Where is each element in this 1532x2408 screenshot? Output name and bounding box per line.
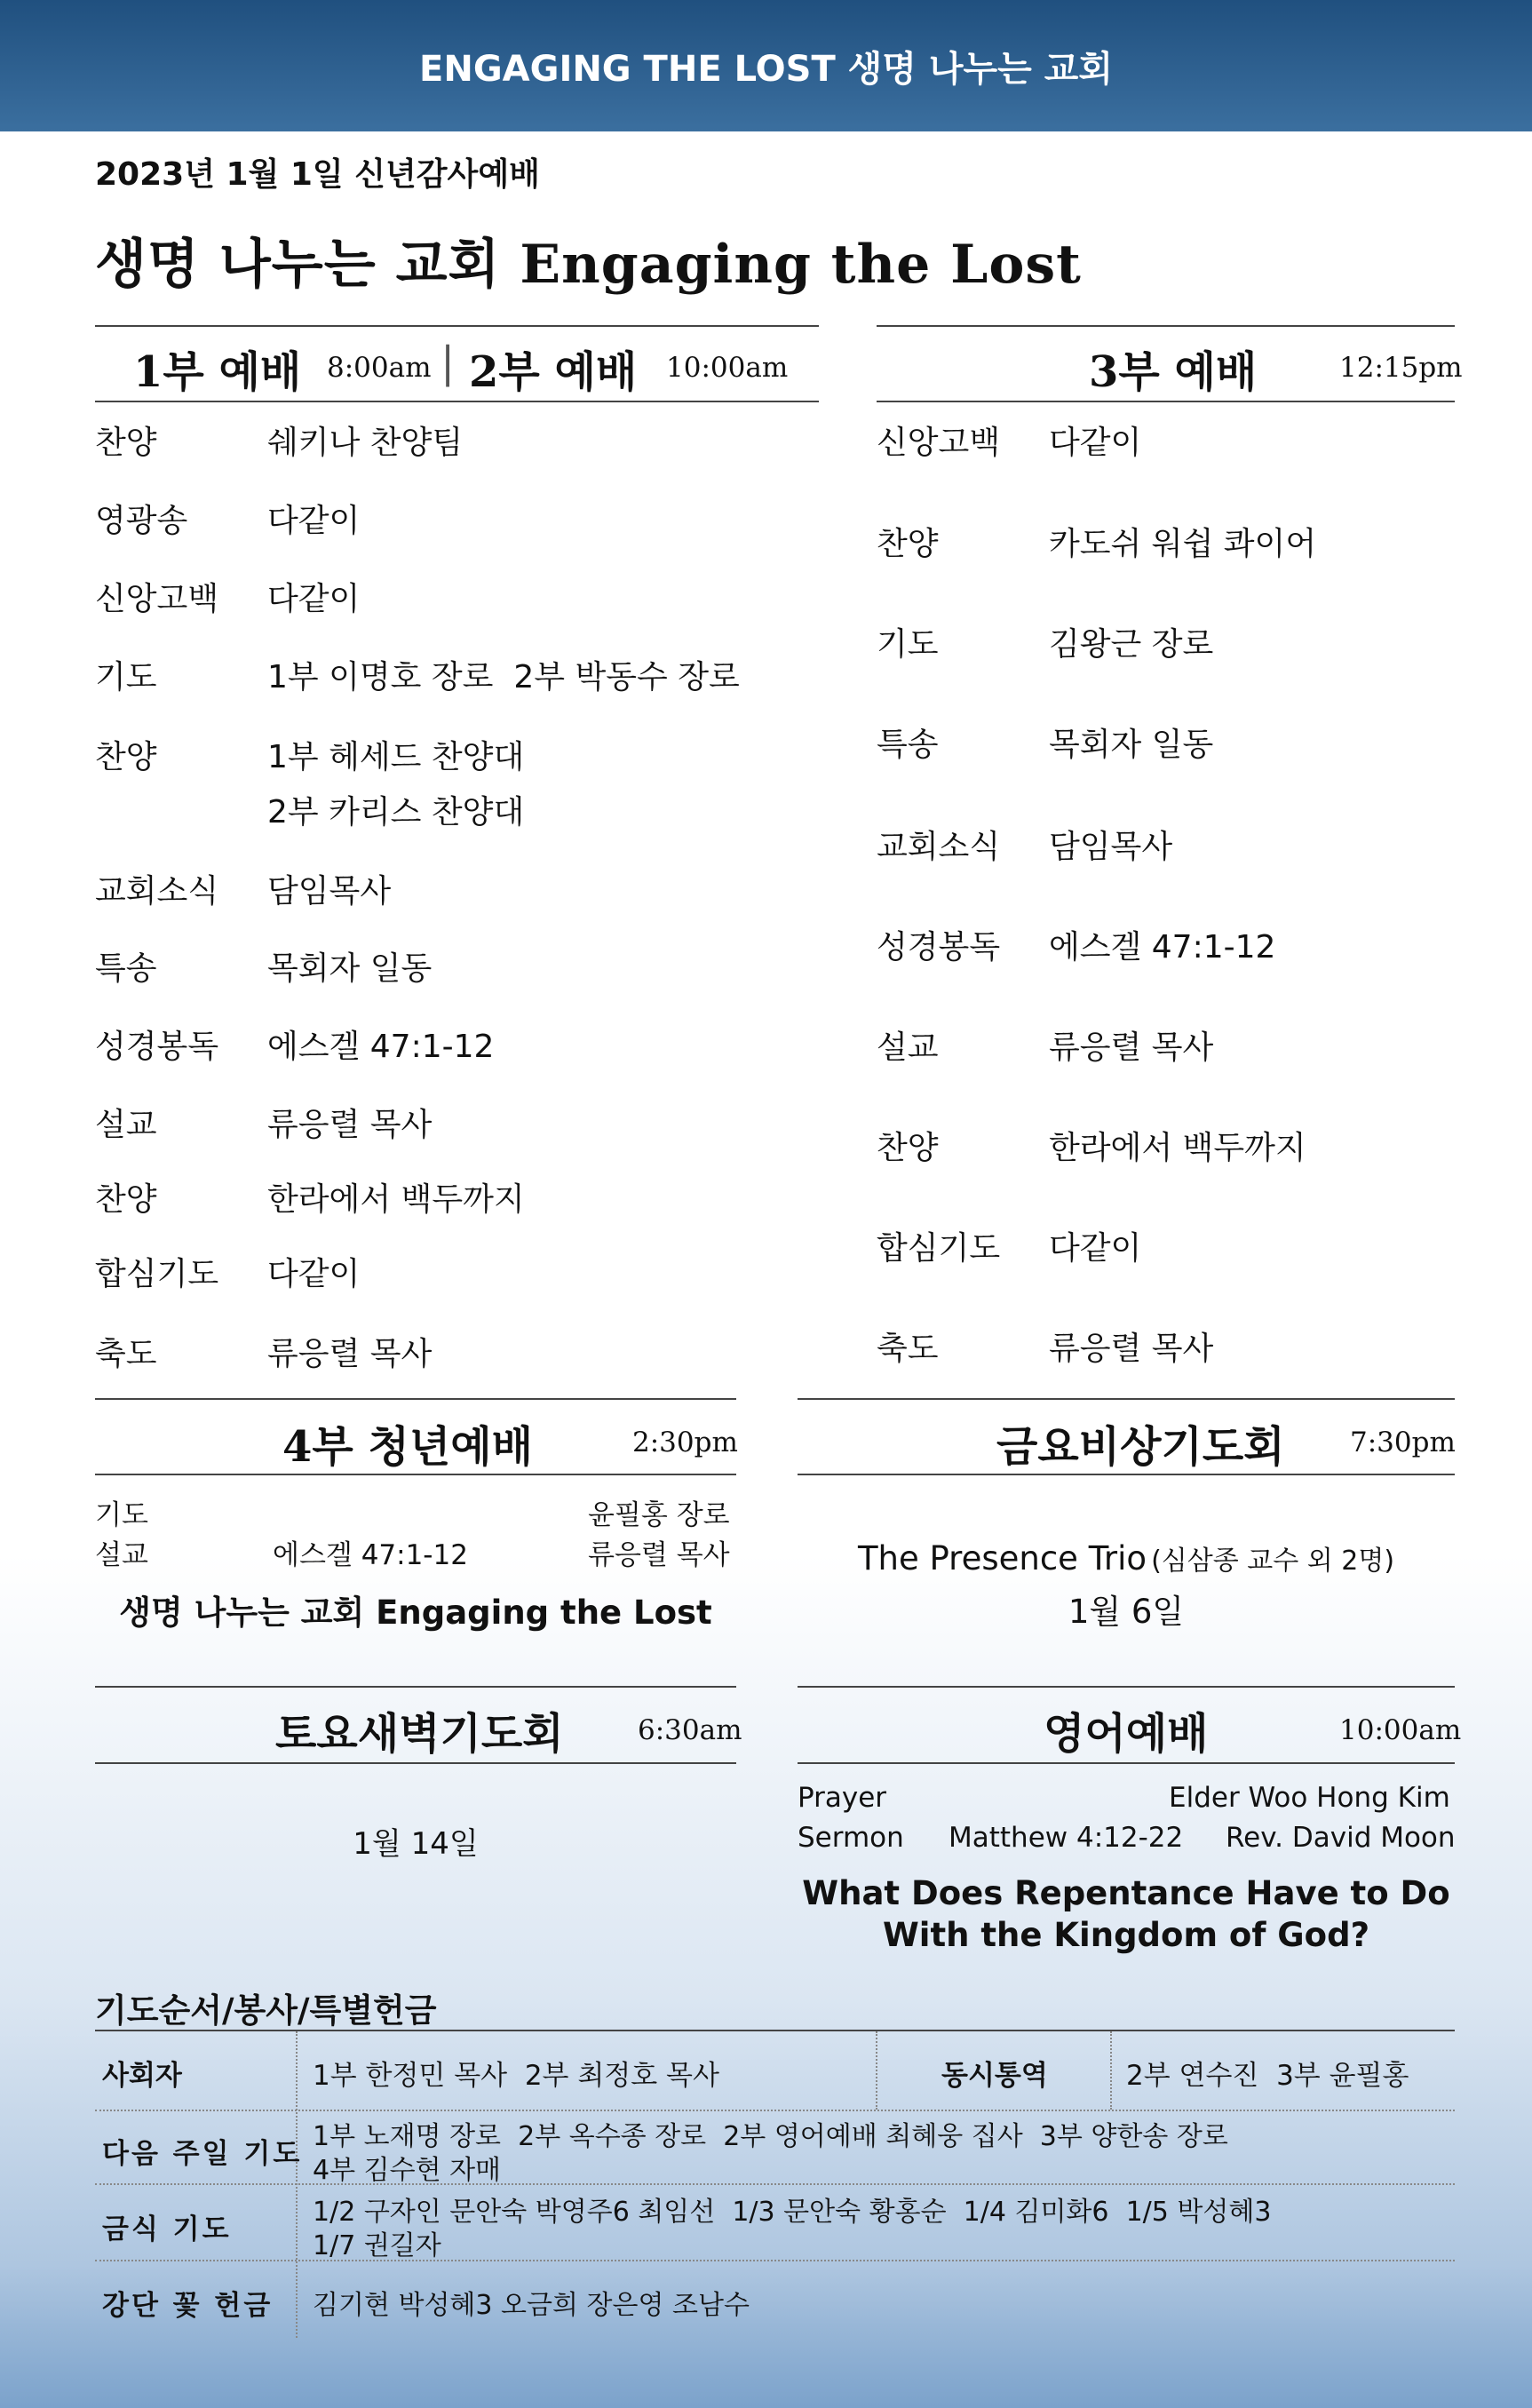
order-label: 합심기도	[877, 1230, 1001, 1267]
divider	[798, 1686, 1455, 1688]
table-row-value: 김기현 박성혜3 오금희 장은영 조남수	[313, 2290, 750, 2321]
order-label: 찬양	[877, 526, 939, 562]
duties-heading: 기도순서/봉사/특별헌금	[95, 1991, 437, 2030]
order-label: 찬양	[95, 739, 157, 775]
column-divider	[1110, 2031, 1112, 2110]
friday-date: 1월 6일	[1068, 1593, 1185, 1631]
order-value: 다같이	[1049, 425, 1142, 461]
service-2-time: 10:00am	[666, 352, 789, 384]
main-title: 생명 나누는 교회 Engaging the Lost	[95, 234, 1082, 296]
english-sermon-title-line1: What Does Repentance Have to Do	[802, 1874, 1450, 1912]
friday-performer: The Presence Trio	[857, 1539, 1147, 1578]
english-time: 10:00am	[1339, 1714, 1462, 1746]
friday-time: 7:30pm	[1350, 1427, 1456, 1458]
order-value: 김왕근 장로	[1049, 626, 1214, 663]
divider	[95, 325, 819, 327]
service-1-time: 8:00am	[327, 352, 432, 384]
order-label: 설교	[95, 1107, 157, 1143]
order-value: 쉐키나 찬양팀	[267, 425, 464, 461]
table-row-label: 금식 기도	[102, 2213, 232, 2245]
order-value: 류응렬 목사	[267, 1336, 433, 1372]
table-row-value: 1부 한정민 목사 2부 최정호 목사	[313, 2060, 719, 2092]
prayer-label: 기도	[95, 1499, 148, 1531]
order-label: 축도	[877, 1331, 939, 1367]
table-row-label: 강단 꽃 헌금	[102, 2290, 274, 2322]
order-value: 카도쉬 워쉽 콰이어	[1049, 526, 1317, 562]
table-row-value: 2부 연수진 3부 윤필홍	[1126, 2060, 1409, 2092]
order-label: 영광송	[95, 503, 188, 539]
order-value: 목회자 일동	[1049, 727, 1214, 763]
order-label: 축도	[95, 1336, 157, 1372]
divider	[798, 1762, 1455, 1764]
order-label: 특송	[877, 727, 939, 763]
friday-title: 금요비상기도회	[996, 1422, 1285, 1472]
order-label: 찬양	[95, 425, 157, 461]
table-row-value-line2: 4부 김수현 자매	[313, 2155, 502, 2186]
order-value: 1부 헤세드 찬양대	[267, 739, 525, 775]
table-row-value: 1부 노재명 장로 2부 옥수종 장로 2부 영어예배 최혜웅 집사 3부 양한송 장로	[313, 2121, 1228, 2152]
english-title: 영어예배	[1044, 1709, 1209, 1759]
order-value: 류응렬 목사	[1049, 1331, 1214, 1367]
title-separator: |	[441, 338, 456, 387]
row-divider	[95, 2183, 1455, 2185]
english-sermon-title-line2: With the Kingdom of God?	[882, 1916, 1370, 1954]
saturday-title: 토요새벽기도회	[275, 1709, 564, 1759]
divider	[95, 401, 819, 402]
order-value: 류응렬 목사	[267, 1107, 433, 1143]
order-value-line2: 2부 카리스 찬양대	[267, 794, 525, 830]
order-value: 다같이	[267, 581, 361, 617]
table-row-value: 1/2 구자인 문안숙 박영주6 최임선 1/3 문안숙 황홍순 1/4 김미화6 1/5 박성혜3	[313, 2197, 1272, 2228]
row-divider	[95, 2110, 1455, 2111]
divider	[95, 1762, 736, 1764]
order-value: 에스겔 47:1-12	[1049, 929, 1276, 966]
row-divider	[95, 2260, 1455, 2261]
prayer-value: Elder Woo Hong Kim	[1169, 1782, 1450, 1814]
order-label: 신앙고백	[95, 581, 219, 617]
order-value: 1부 이명호 장로 2부 박동수 장로	[267, 659, 740, 695]
sermon-scripture: 에스겔 47:1-12	[273, 1539, 468, 1571]
order-value: 다같이	[267, 1256, 361, 1292]
prayer-label: Prayer	[798, 1782, 887, 1814]
order-value: 한라에서 백두까지	[267, 1181, 525, 1218]
column-divider	[876, 2031, 877, 2110]
table-row-value-line2: 1/7 권길자	[313, 2230, 441, 2261]
order-value: 담임목사	[1049, 829, 1173, 865]
order-value: 류응렬 목사	[1049, 1029, 1214, 1066]
order-label: 교회소식	[877, 829, 1001, 865]
order-value: 담임목사	[267, 873, 392, 910]
header-bar	[0, 0, 1532, 131]
order-label: 성경봉독	[95, 1029, 219, 1065]
service-3-title: 3부 예배	[1089, 347, 1258, 397]
order-label: 찬양	[877, 1130, 939, 1166]
service-1-title: 1부 예배	[133, 347, 302, 397]
table-row-label: 사회자	[102, 2060, 182, 2092]
order-value: 다같이	[267, 503, 361, 539]
order-value: 한라에서 백두까지	[1049, 1130, 1306, 1166]
order-value: 목회자 일동	[267, 950, 433, 987]
youth-sermon-title: 생명 나누는 교회 Engaging the Lost	[119, 1593, 712, 1632]
friday-performer-line	[798, 1538, 1455, 1578]
saturday-date: 1월 14일	[353, 1826, 479, 1862]
order-label: 성경봉독	[877, 929, 1001, 966]
date-line: 2023년 1월 1일 신년감사예배	[95, 156, 540, 193]
youth-time: 2:30pm	[632, 1427, 738, 1458]
sermon-label: Sermon	[798, 1822, 904, 1854]
table-row-label: 다음 주일 기도	[102, 2138, 303, 2170]
sermon-scripture: Matthew 4:12-22	[949, 1822, 1184, 1854]
header-title: ENGAGING THE LOST 생명 나누는 교회	[419, 48, 1113, 90]
order-label: 교회소식	[95, 873, 219, 910]
order-value: 다같이	[1049, 1230, 1142, 1267]
order-label: 신앙고백	[877, 425, 1001, 461]
order-label: 설교	[877, 1029, 939, 1066]
prayer-value: 윤필홍 장로	[588, 1499, 730, 1531]
divider	[877, 325, 1455, 327]
saturday-time: 6:30am	[638, 1714, 742, 1746]
divider	[95, 1686, 736, 1688]
table-row-label: 동시통역	[941, 2060, 1048, 2092]
order-label: 특송	[95, 950, 157, 987]
sermon-value: Rev. David Moon	[1226, 1822, 1456, 1854]
order-label: 합심기도	[95, 1256, 219, 1292]
sermon-value: 류응렬 목사	[588, 1539, 730, 1571]
order-label: 기도	[95, 659, 157, 695]
sermon-label: 설교	[95, 1539, 148, 1571]
table-top-rule	[95, 2030, 1455, 2031]
divider	[877, 401, 1455, 402]
divider	[798, 1474, 1455, 1475]
divider	[95, 1474, 736, 1475]
order-value: 에스겔 47:1-12	[267, 1029, 495, 1065]
service-3-time: 12:15pm	[1339, 352, 1463, 384]
divider	[798, 1398, 1455, 1400]
divider	[95, 1398, 736, 1400]
youth-title: 4부 청년예배	[282, 1422, 533, 1472]
service-2-title: 2부 예배	[469, 347, 638, 397]
order-label: 찬양	[95, 1181, 157, 1218]
friday-performer-note: (심삼종 교수 외 2명)	[1151, 1546, 1395, 1577]
order-label: 기도	[877, 626, 939, 663]
